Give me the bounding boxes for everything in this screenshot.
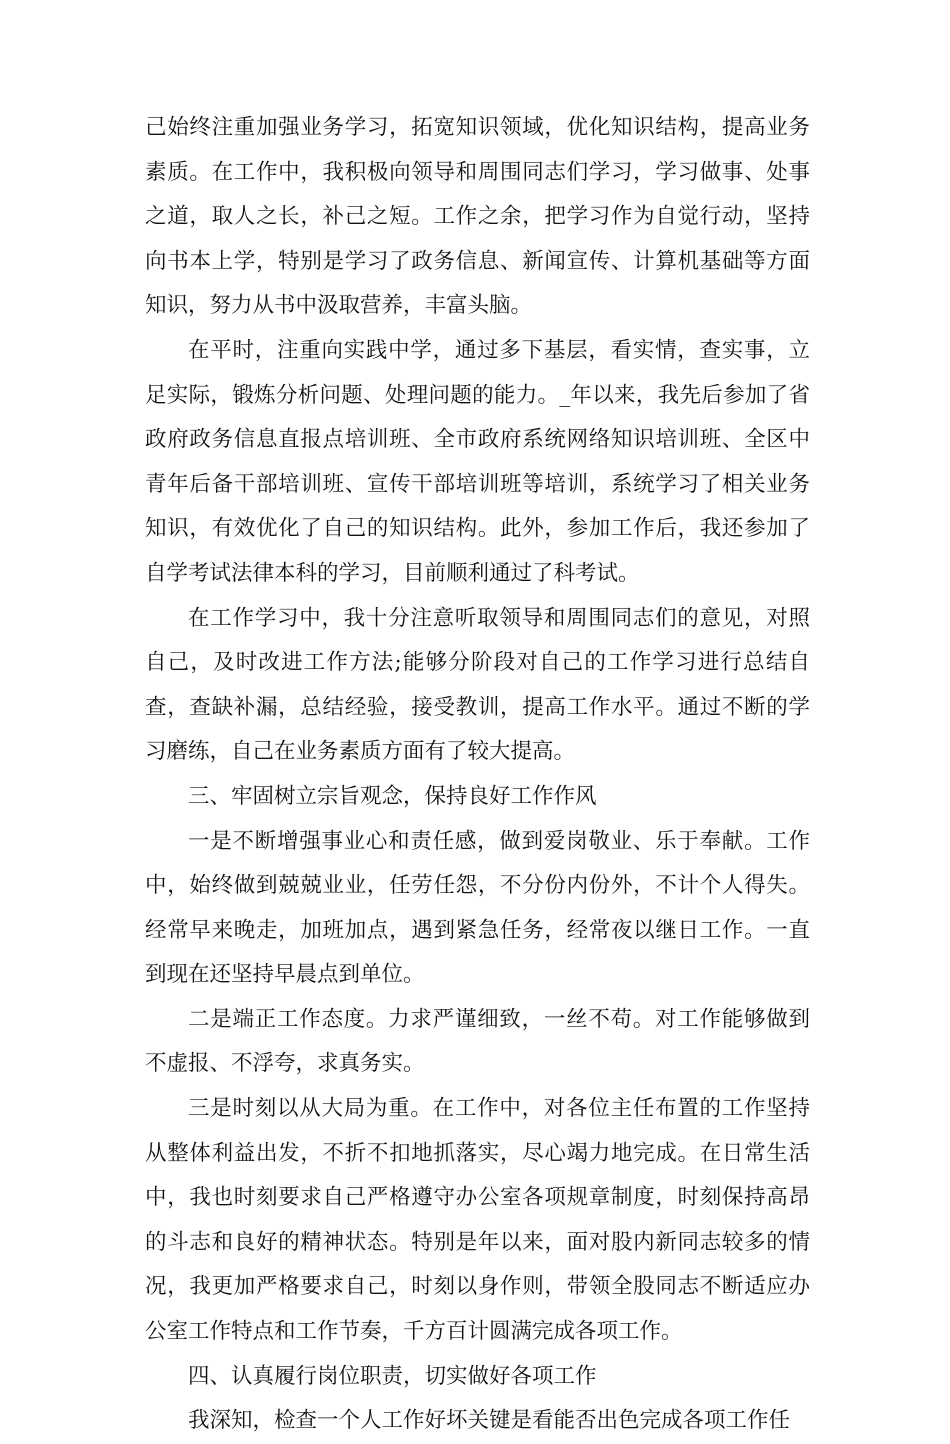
paragraph-job-duties: 我深知，检查一个人工作好坏关键是看能否出色完成各项工作任: [188, 1408, 791, 1434]
paragraph-big-picture: 三是时刻以从大局为重。在工作中，对各位主任布置的工作坚持从整体利益出发，不折不扣地抓落实，尽心竭力地完成。在日常生活中，我也时刻要求自己严格遵守办公室各项规章制度，时刻保持高昂的斗志和良好的精神状态。特别是年以来，面对股内新同志较多的情况，我更加严格要求自己，时刻以身作则，带领全股同志不断适应办公室工作特点和工作节奏，千方百计圆满完成各项工作。: [145, 1096, 810, 1345]
paragraph-work-attitude: 二是端正工作态度。力求严谨细致，一丝不苟。对工作能够做到不虚报、不浮夸，求真务实。: [145, 1006, 810, 1077]
paragraph-practice-learning: 在平时，注重向实践中学，通过多下基层，看实情，查实事，立足实际，锻炼分析问题、处理问题的能力。_年以来，我先后参加了省政府政务信息直报点培训班、全市政府系统网络知识培训班、全区中青年后备干部培训班、宣传干部培训班等培训，系统学习了相关业务知识，有效优化了自己的知识结构。此外，参加工作后，我还参加了自学考试法律本科的学习，目前顺利通过了科考试。: [145, 337, 810, 586]
section-heading-3: 三、牢固树立宗旨观念，保持良好工作作风: [188, 783, 597, 809]
document-body: [145, 106, 810, 1444]
section-heading-4: 四、认真履行岗位职责，切实做好各项工作: [188, 1363, 597, 1389]
paragraph-dedication: 一是不断增强事业心和责任感，做到爱岗敬业、乐于奉献。工作中，始终做到兢兢业业，任劳任怨，不分份内份外，不计个人得失。经常早来晚走，加班加点，遇到紧急任务，经常夜以继日工作。一直到现在还坚持早晨点到单位。: [145, 828, 810, 988]
paragraph-self-review: 在工作学习中，我十分注意听取领导和周围同志们的意见，对照自己，及时改进工作方法;能够分阶段对自己的工作学习进行总结自查，查缺补漏，总结经验，接受教训，提高工作水平。通过不断的学习磨练，自己在业务素质方面有了较大提高。: [145, 605, 810, 765]
paragraph-study-continuation: 己始终注重加强业务学习，拓宽知识领域，优化知识结构，提高业务素质。在工作中，我积极向领导和周围同志们学习，学习做事、处事之道，取人之长，补己之短。工作之余，把学习作为自觉行动，坚持向书本上学，特别是学习了政务信息、新闻宣传、计算机基础等方面知识，努力从书中汲取营养，丰富头脑。: [145, 115, 810, 319]
